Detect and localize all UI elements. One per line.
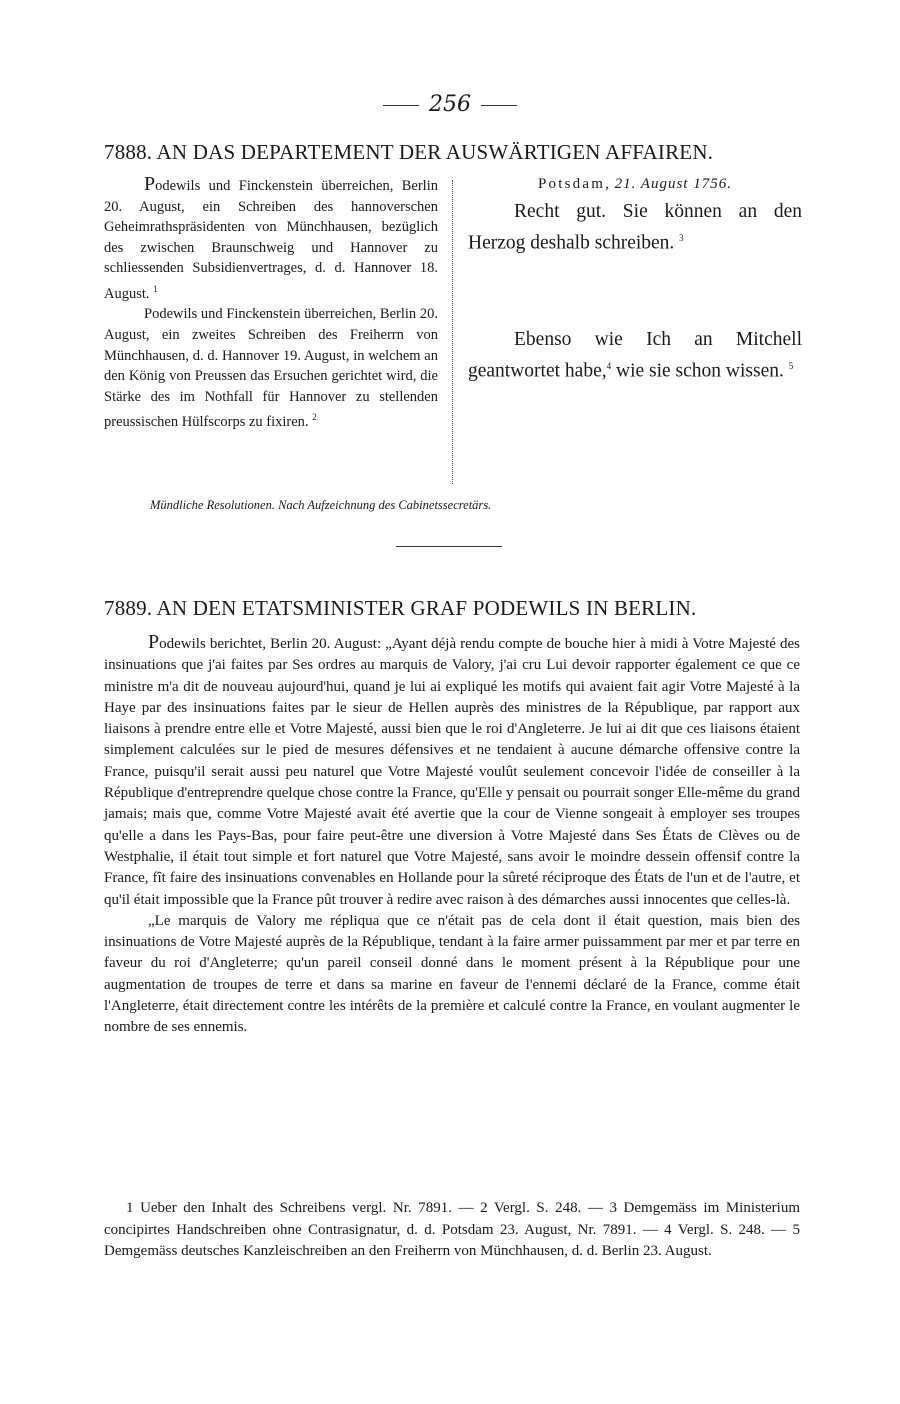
source-note: Mündliche Resolutionen. Nach Aufzeichnung des Cabinetssecretärs. <box>150 498 492 512</box>
doc-7889-heading: 7889. AN DEN ETATSMINISTER GRAF PODEWILS IN BERLIN. <box>104 596 697 620</box>
doc-7888-resolutions <box>468 176 802 384</box>
resolution-1-text: Recht gut. Sie können an den Herzog deshalb schreiben. <box>468 201 802 254</box>
dateline <box>468 176 802 193</box>
page-number <box>0 92 900 117</box>
summary-paragraph-1-text: odewils und Finckenstein überreichen, Berlin 20. August, ein Schreiben des hannoverschen Geheimrathspräsidenten von Münchhausen, bezüglich des zwischen Braunschweig und Hannover zu schliessenden Subsidienvertrages, d. d. Hannover 18. August. <box>104 178 438 302</box>
page-number-dash-left <box>383 105 419 106</box>
dateline-date: , 21. August 1756. <box>605 176 732 192</box>
doc-7888-heading: 7888. AN DAS DEPARTEMENT DER AUSWÄRTIGEN AFFAIREN. <box>104 140 714 164</box>
footnote-ref-4: 4 <box>606 360 612 371</box>
dateline-place: Potsdam <box>538 176 606 192</box>
column-divider <box>452 180 453 484</box>
body-paragraph-1-text: odewils berichtet, Berlin 20. August: „Ayant déjà rendu compte de bouche hier à midi à Votre Majesté des insinuations que j'ai faites par Ses ordres au marquis de Valory, j'ai cru Lui devoir rapporter également ce que ce ministre m'a dit de nouveau aujourd'hui, quand je lui ai expliqué les motifs qui avaient fait agir Votre Majesté à la Haye par des insinuations faites par le sieur de Hellen auprès des ministres de la République, par rapport aux liaisons à prendre entre elle et Votre Majesté, aussi bien que le roi d'Angleterre. Je lui ai dit que ces liaisons étaient simplement calculées sur le pied de mesures défensives et ne tendaient à aucune démarche offensive contre la France, puisqu'il serait aussi peu naturel que Votre Majesté voulût seulement concevoir l'idée de conseiller à la République d'entreprendre quelque chose contre la France, qu'Elle y pensait ou pourrait songer Elle-même du grand jamais; mais que, comme Votre Majesté avait été avertie que la cour de Vienne songeait à employer ses troupes qu'elle a dans les Pays-Bas, pour faire peut-être une diversion à Votre Majesté dans Ses États de Clèves ou de Westphalie, il était tout simple et fort naturel que Votre Majesté, sans avoir le moindre dessein offensif contre la France, fît faire des insinuations convenables en Hollande pour la sûreté réciproque des États de l'un et de l'autre, et qu'il était impossible que la France pût trouver à redire avec raison à des démarches aussi innocentes que celles-là. <box>104 636 800 908</box>
footnote-ref-5: 5 <box>788 360 794 371</box>
body-paragraph-2 <box>104 911 800 1039</box>
footnote-ref-3: 3 <box>679 233 684 243</box>
page-number-text: 256 <box>429 92 471 117</box>
doc-7888-summary <box>104 174 438 433</box>
summary-paragraph-2 <box>104 304 438 432</box>
footnote-ref-1: 1 <box>153 283 158 294</box>
doc-7889-body <box>104 632 800 1039</box>
page-number-dash-right <box>481 105 517 106</box>
summary-paragraph-2-text: Podewils und Finckenstein überreichen, Berlin 20. August, ein zweites Schreiben des Freiherrn von Münchhausen, d. d. Hannover 19. August, in welchem an den König von Preussen das Ersuchen gerichtet wird, die Stärke des im Nothfall für Hannover zu stellenden preussischen Hülfscorps zu fixiren. <box>104 306 438 431</box>
footnote-ref-2: 2 <box>312 412 317 423</box>
resolution-2-text-a: Ebenso wie Ich an Mitchell geantwortet habe, <box>468 328 802 381</box>
resolution-2-text-b: wie sie schon wissen. <box>611 360 784 381</box>
resolution-1 <box>468 199 802 257</box>
footnotes-text: 1 Ueber den Inhalt des Schreibens vergl. Nr. 7891. — 2 Vergl. S. 248. — 3 Demgemäss im Ministerium concipirtes Handschreiben ohne Contrasignatur, d. d. Potsdam 23. August, Nr. 7891. — 4 Vergl. S. 248. — 5 Demgemäss deutsches Kanzleischreiben an den Freiherrn von Münchhausen, d. d. Berlin 23. August. <box>104 1200 800 1259</box>
body-paragraph-1 <box>104 632 800 911</box>
body-paragraph-2-text: „Le marquis de Valory me répliqua que ce n'était pas de cela dont il était question, mais bien des insinuations de Votre Majesté auprès de la République, tendant à la faire armer puissamment par mer et par terre en faveur du roi d'Angleterre; qu'un pareil conseil donné dans le moment présent à la République pour une augmentation de troupes de terre et dans sa marine en faveur de l'ennemi déclaré de la France, comme était l'Angleterre, était directement contre les intérêts de la première et calculé contre la France, en voulant augmenter le nombre de ses ennemis. <box>104 912 800 1036</box>
drop-cap: P <box>144 173 156 195</box>
resolution-2 <box>468 327 802 385</box>
drop-cap-2: P <box>148 631 160 653</box>
summary-paragraph-1 <box>104 174 438 304</box>
footnotes <box>104 1198 800 1263</box>
section-separator <box>396 546 502 547</box>
